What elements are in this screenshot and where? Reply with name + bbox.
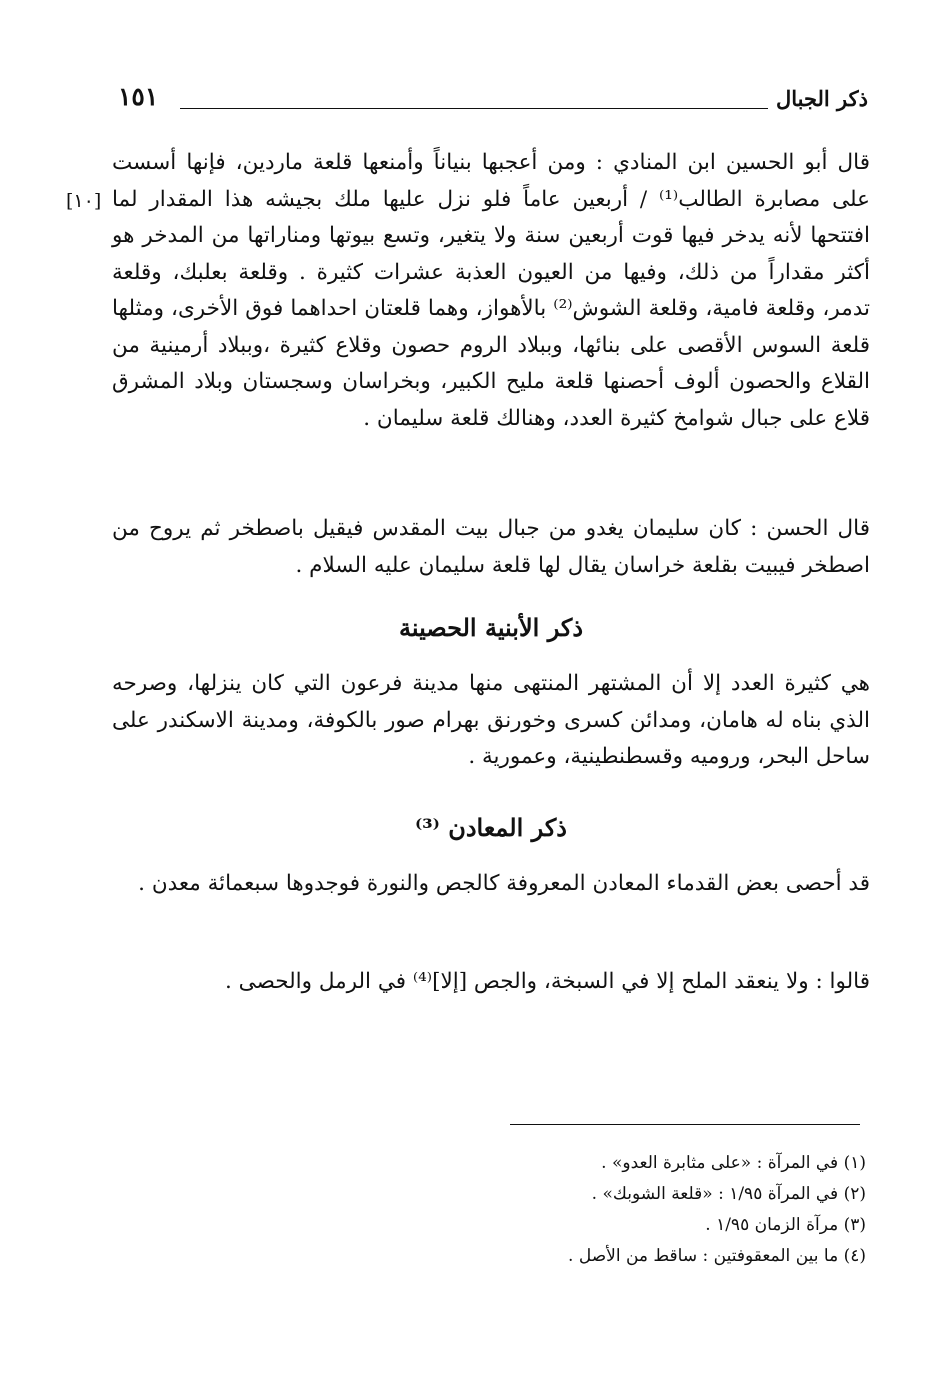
page-number: ١٥١ [118,82,159,111]
paragraph-minerals: قد أحصى بعض القدماء المعادن المعروفة كالجص والنورة فوجدوها سبعمائة معدن . [138,871,870,896]
paragraph-castles: قال أبو الحسين ابن المنادي : ومن أعجبها بنياناً وأمنعها قلعة ماردين، فإنها أسست على مصابرة الطالب⁽¹⁾ / أربعين عاماً فلو نزل عليها ملك بجيشه هذا المقدار لما افتتحها لأنه يدخر فيها قوت أربعين سنة ولا يتغير، وتسع بيوتها ومناراتها من المدخر هو أكثر مقداراً من ذلك، وفيها من العيون العذبة عشرات كثيرة . وقلعة بعلبك، وقلعة تدمر، وقلعة فامية، وقلعة الشوش⁽²⁾ بالأهواز، وهما قلعتان احداهما فوق الأخرى، ومثلها قلعة السوس الأقصى على بنائها، وببلاد الروم حصون وقلاع كثيرة ،وببلاد أرمينية من القلاع والحصون ألوف أحصنها قلعة مليح الكبير، وبخراسان وسجستان وبلاد المشرق قلاع على جبال شوامخ كثيرة العدد، وهنالك قلعة سليمان . [112,150,870,431]
footnote-3: (٣) مرآة الزمان ١/٩٥ . [705,1215,866,1235]
marginal-reference: [١٠] [66,190,102,212]
running-title: ذكر الجبال [775,86,868,111]
header-rule [180,108,768,109]
page-header [118,82,868,122]
footnote-1: (١) في المرآة : «على مثابرة العدو» . [601,1153,866,1173]
paragraph-salt-gypsum: قالوا : ولا ينعقد الملح إلا في السبخة، والجص [إلا]⁽⁴⁾ في الرمل والحصى . [224,969,870,994]
footnote-2: (٢) في المرآة ١/٩٥ : «قلعة الشوبك» . [591,1184,866,1204]
footnote-4: (٤) ما بين المعقوفتين : ساقط من الأصل . [568,1246,866,1266]
section-heading-minerals: ذكر المعادن ⁽³⁾ [415,813,567,842]
footnotes [300,1148,866,1272]
footnote-separator [510,1124,860,1125]
section-heading-fortified-buildings: ذكر الأبنية الحصينة [398,613,584,642]
paragraph-sulayman: قال الحسن : كان سليمان يغدو من جبال بيت المقدس فيقيل باصطخر ثم يروح من اصطخر فيبيت بقلعة خراسان يقال لها قلعة سليمان عليه السلام . [112,516,870,578]
paragraph-buildings: هي كثيرة العدد إلا أن المشتهر المنتهى منها مدينة فرعون التي كان ينزلها، وصرحه الذي بناه له هامان، ومدائن كسرى وخورنق بهرام صور بالكوفة، ومدينة الاسكندر على ساحل البحر، وروميه وقسطنطينية، وعمورية . [112,671,870,769]
